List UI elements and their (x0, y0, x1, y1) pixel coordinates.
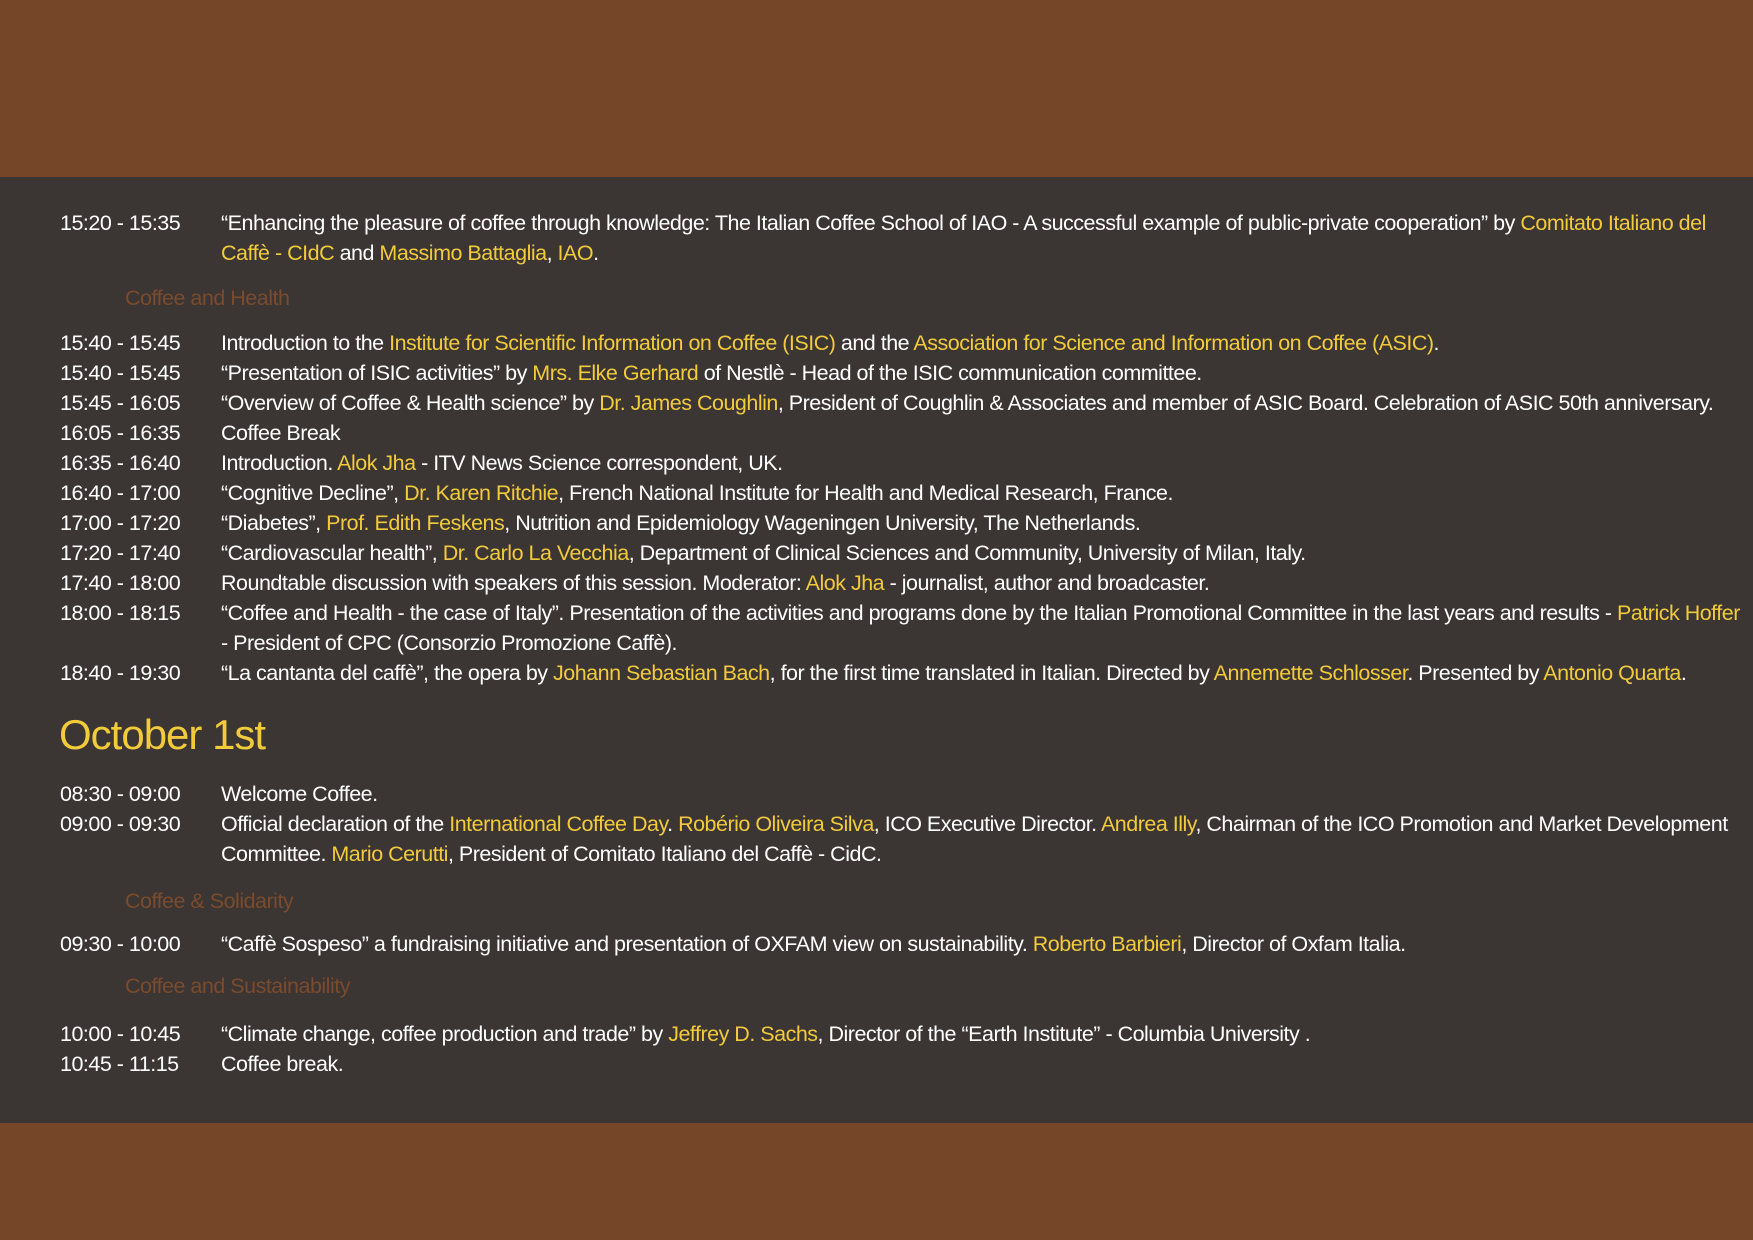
speaker-highlight: Roberto Barbieri (1032, 932, 1182, 956)
speaker-highlight: Antonio Quarta (1543, 661, 1681, 685)
entry-description (221, 809, 1741, 869)
section-heading: Coffee and Health (125, 286, 290, 310)
speaker-highlight: Annemette Schlosser (1213, 661, 1408, 685)
entry-time: 15:20 - 15:35 (60, 211, 181, 235)
speaker-highlight: Institute for Scientific Information on Coffee (ISIC) (389, 331, 836, 355)
entry-text: “Enhancing the pleasure of coffee through knowledge: The Italian Coffee School of IAO - A successful example of public-private cooperation” by (221, 211, 1521, 235)
entry-description (221, 448, 1741, 478)
entry-text: , Department of Clinical Sciences and Community, University of Milan, Italy. (628, 541, 1306, 565)
entry-description (221, 508, 1741, 538)
entry-text: “Diabetes”, (221, 511, 327, 535)
entry-description (221, 328, 1741, 358)
entry-description (221, 388, 1741, 418)
entry-time: 10:00 - 10:45 (60, 1022, 181, 1046)
speaker-highlight: Robério Oliveira Silva (678, 812, 874, 836)
section-heading: Coffee and Sustainability (125, 974, 350, 998)
speaker-highlight: Jeffrey D. Sachs (668, 1022, 818, 1046)
entry-text: “Coffee and Health - the case of Italy”. Presentation of the activities and programs done by the Italian Promotional Committee in the last years and results - (221, 601, 1618, 625)
entry-text: , President of Coughlin & Associates and member of ASIC Board. Celebration of ASIC 50th anniversary. (777, 391, 1714, 415)
entry-time: 10:45 - 11:15 (60, 1052, 179, 1076)
entry-text: Introduction. (221, 451, 338, 475)
entry-text: Official declaration of the (221, 812, 450, 836)
entry-text: Roundtable discussion with speakers of this session. Moderator: (221, 571, 806, 595)
entry-description (221, 208, 1741, 268)
speaker-highlight: Alok Jha (337, 451, 416, 475)
speaker-highlight: Alok Jha (805, 571, 885, 595)
entry-time: 18:40 - 19:30 (60, 661, 181, 685)
entry-description (221, 568, 1741, 598)
entry-text: of Nestlè - Head of the ISIC communication committee. (698, 361, 1202, 385)
top-band (0, 0, 1753, 177)
speaker-highlight: Andrea Illy (1100, 812, 1196, 836)
bottom-band (0, 1123, 1753, 1240)
entry-description (221, 1019, 1741, 1049)
entry-text: “Presentation of ISIC activities” by (221, 361, 533, 385)
speaker-highlight: Mrs. Elke Gerhard (532, 361, 699, 385)
entry-text: , (546, 241, 558, 265)
entry-time: 09:30 - 10:00 (60, 932, 181, 956)
entry-description (221, 418, 1741, 448)
entry-text: , French National Institute for Health and Medical Research, France. (558, 481, 1173, 505)
entry-time: 09:00 - 09:30 (60, 812, 181, 836)
entry-description (221, 358, 1741, 388)
section-heading: Coffee & Solidarity (125, 889, 294, 913)
entry-description (221, 779, 1741, 809)
entry-text: . (667, 812, 679, 836)
speaker-highlight: IAO (557, 241, 594, 265)
entry-text: “Climate change, coffee production and trade” by (221, 1022, 669, 1046)
entry-time: 16:40 - 17:00 (60, 481, 181, 505)
speaker-highlight: Comitato Italiano del Caffè - CIdC (221, 211, 1706, 265)
entry-text: “Overview of Coffee & Health science” by (221, 391, 600, 415)
entry-description (221, 1049, 1741, 1079)
entry-text: , Nutrition and Epidemiology Wageningen University, The Netherlands. (504, 511, 1141, 535)
entry-time: 17:20 - 17:40 (60, 541, 181, 565)
speaker-highlight: Dr. Carlo La Vecchia (442, 541, 629, 565)
entry-text: - journalist, author and broadcaster. (884, 571, 1210, 595)
entry-time: 16:35 - 16:40 (60, 451, 181, 475)
entry-text: “Caffè Sospeso” a fundraising initiative and presentation of OXFAM view on sustainability. (221, 932, 1033, 956)
entry-time: 18:00 - 18:15 (60, 601, 181, 625)
entry-text: , ICO Executive Director. (873, 812, 1101, 836)
speaker-highlight: Dr. James Coughlin (599, 391, 778, 415)
entry-text: and (334, 241, 380, 265)
entry-description (221, 538, 1741, 568)
speaker-highlight: Johann Sebastian Bach (553, 661, 770, 685)
entry-text: and the (835, 331, 914, 355)
entry-description (221, 478, 1741, 508)
entry-time: 16:05 - 16:35 (60, 421, 181, 445)
entry-text: - President of CPC (Consorzio Promozione Caffè). (221, 631, 677, 655)
entry-text: , President of Comitato Italiano del Caffè - CidC. (447, 842, 882, 866)
entry-text: , for the first time translated in Italian. Directed by (769, 661, 1214, 685)
day-heading: October 1st (59, 711, 266, 758)
entry-text: - ITV News Science correspondent, UK. (415, 451, 783, 475)
speaker-highlight: International Coffee Day (449, 812, 668, 836)
entry-text: . Presented by (1407, 661, 1544, 685)
entry-text: , Chairman of the ICO Promotion and Market Development Committee. (221, 812, 1728, 866)
entry-description (221, 929, 1741, 959)
entry-description (221, 658, 1741, 688)
entry-time: 15:40 - 15:45 (60, 331, 181, 355)
speaker-highlight: Dr. Karen Ritchie (404, 481, 559, 505)
entry-text: Coffee break. (221, 1052, 344, 1076)
entry-time: 15:40 - 15:45 (60, 361, 181, 385)
entry-time: 17:00 - 17:20 (60, 511, 181, 535)
entry-text: , Director of the “Earth Institute” - Columbia University . (817, 1022, 1311, 1046)
entry-text: “Cardiovascular health”, (221, 541, 443, 565)
entry-time: 17:40 - 18:00 (60, 571, 181, 595)
entry-text: Introduction to the (221, 331, 390, 355)
entry-text: Coffee Break (221, 421, 341, 445)
speaker-highlight: Patrick Hoffer (1617, 601, 1740, 625)
entry-text: . (593, 241, 599, 265)
entry-time: 15:45 - 16:05 (60, 391, 181, 415)
speaker-highlight: Association for Science and Information on Coffee (ASIC) (913, 331, 1434, 355)
entry-text: “La cantanta del caffè”, the opera by (221, 661, 554, 685)
speaker-highlight: Massimo Battaglia (379, 241, 547, 265)
entry-text: , Director of Oxfam Italia. (1181, 932, 1406, 956)
speaker-highlight: Mario Cerutti (331, 842, 448, 866)
entry-time: 08:30 - 09:00 (60, 782, 181, 806)
entry-text: “Cognitive Decline”, (221, 481, 405, 505)
entry-description (221, 598, 1741, 658)
entry-text: Welcome Coffee. (221, 782, 378, 806)
speaker-highlight: Prof. Edith Feskens (326, 511, 505, 535)
entry-text: . (1680, 661, 1687, 685)
entry-text: . (1433, 331, 1440, 355)
